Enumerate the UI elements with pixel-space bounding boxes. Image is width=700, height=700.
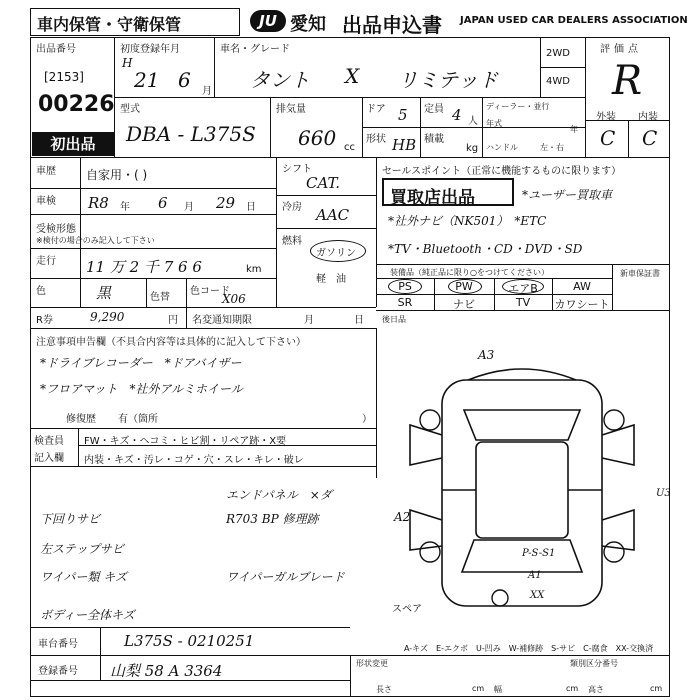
sales-line-3: *TV・Bluetooth・CD・DVD・SD [388,242,583,256]
airbag-circle [502,279,544,294]
mileage-unit: km [246,264,262,275]
form-change-label: 形状変更 [356,659,388,668]
tax-label: 名変通知期限 [192,315,252,326]
rating-label: 評価点 [600,44,642,55]
association-name: JAPAN USED CAR DEALERS ASSOCIATION [460,15,688,26]
notes-label: 注意事項申告欄（不具合内容等は具体的に記入して下さい） [36,337,306,348]
diagram-hood [468,369,576,380]
inspector-row-2: 内装・キズ・汚レ・コゲ・穴・スレ・キレ・破レ [84,455,304,466]
height-label: 高さ [588,685,604,694]
model-year-label: 年式 [486,119,502,128]
exterior-label: 外装 [596,112,616,123]
sales-line-2: *社外ナビ（NK501） *ETC [388,214,547,228]
diagram-u3: U3 [656,488,671,499]
shape-value: HB [392,136,417,154]
inspection-day-unit: 日 [246,202,256,213]
sales-line-1: *ユーザー買取車 [522,188,613,202]
length-unit: cm [472,684,485,693]
equip-airbag: エアB [508,282,538,295]
receipt-label: 受検形態 [36,224,76,235]
model-grade: X [345,64,360,88]
diagram-legend: A-キズ E-エクボ U-凹み W-補修跡 S-サビ C-腐食 XX-交換済 [404,644,654,653]
recycle-label: R券 [36,315,53,326]
displacement-label: 排気量 [276,104,306,115]
remark-4a: ワイパー類 キズ [40,570,127,584]
color-code-value: X06 [222,292,246,306]
later-label: 後日品 [382,315,406,324]
length-label: 長さ [376,685,392,694]
drive-4wd: 4WD [546,76,570,87]
model-edition: リミテッド [398,68,498,92]
storage-text: 車内保管・守衛保管 [37,15,182,34]
form-title: 出品申込書 [342,13,442,37]
equip-ps: PS [398,280,412,293]
recycle-unit: 円 [168,315,178,326]
registration-month-unit: 月 [202,86,212,97]
inspector-label-2: 記入欄 [34,453,64,464]
repair-label: 修復歴 [66,414,96,425]
tax-day: 日 [354,315,364,326]
receipt-note: ※検付の場合のみ記入して下さい [36,236,155,245]
equip-pw: PW [455,280,473,293]
fuel-gasoline: ガソリン [316,248,356,259]
type-change-label: 類別区分番号 [570,659,618,668]
car-damage-diagram [380,340,665,630]
remark-4b: ワイパーガルブレード [226,570,345,584]
remark-2a: 下回りサビ [40,512,101,526]
plate-label: 登録番号 [38,666,78,677]
diagram-xx: XX [530,590,545,601]
inspection-era: R8 [88,194,109,212]
rating-value: R [612,58,643,104]
equipment-label: 装備品（純正品に限り○をつけてください） [390,268,549,277]
width-unit: cm [566,684,579,693]
interior-value: C [642,126,658,150]
model-label: 車名・グレード [220,44,290,55]
capacity-value: 4 [452,106,462,124]
inspection-day: 29 [216,194,236,212]
pw-circle [448,279,482,294]
ju-logo-text: JU [259,12,277,30]
usage-value: 自家用・( ) [86,168,148,182]
dealer-label: ディーラー・並行 [486,102,550,111]
remark-3: 左ステップサビ [40,542,124,556]
ps-circle [388,279,422,294]
equip-sr: SR [397,296,413,309]
lot-bracket: [2153] [44,70,84,84]
color-change-label: 色替 [150,292,170,303]
remark-1: エンドパネル ×ダ [226,488,332,502]
lot-number: 00226 [38,92,115,117]
remark-2b: R703 BP 修理跡 [226,512,319,526]
new-car-warranty: 新車保証書 [620,269,660,278]
handle-value: 左・右 [540,143,564,152]
fuel-diesel: 軽 油 [316,274,346,285]
inspector-label: 検査員 [34,436,64,447]
inspection-year-unit: 年 [120,202,130,213]
ju-logo [250,10,286,32]
notes-line-1: *ドライブレコーダー *ドアバイザー [40,356,242,370]
height-unit: cm [650,684,663,693]
registration-month: 6 [178,68,191,92]
registration-era: H [122,56,133,70]
fuel-label: 燃料 [282,236,302,247]
registration-label: 初度登録年月 [120,44,180,55]
equip-seat: カワシート [554,298,610,311]
org-name: 愛知 [290,14,326,35]
ac-label: 冷房 [282,202,302,213]
remark-5: ボディー全体キズ [40,608,135,622]
displacement-value: 660 [298,126,337,150]
capacity-unit: 人 [468,116,478,127]
sales-points-label: セールスポイント（正常に機能するものに限ります） [382,166,622,177]
interior-label: 内装 [638,112,658,123]
handle-label: ハンドル [486,143,518,152]
doors-label: ドア [366,104,386,115]
diagram-spare: スペア [392,604,422,615]
diagram-a2: A2 [394,510,411,524]
chassis-label: 車台番号 [38,639,78,650]
doors-value: 5 [398,106,408,124]
model-name: タント [250,68,310,92]
ac-value: AAC [316,206,350,224]
equip-navi: ナビ [453,298,475,311]
displacement-unit: cc [344,142,355,153]
model-year-unit: 年 [570,125,578,134]
inspection-month-unit: 月 [184,202,194,213]
equip-aw: AW [573,280,591,293]
notes-line-2: *フロアマット *社外アルミホイール [40,382,243,396]
inspection-label: 車検 [36,196,56,207]
shop-stamp-text: 買取店出品 [390,188,475,208]
inspection-month: 6 [158,194,168,212]
plate-value: 山梨 58 A 3364 [110,662,223,680]
repair-value: 有（箇所 [118,414,158,425]
mileage-value: 11 万 2 千 7 6 6 [86,258,202,276]
diagram-a3: A3 [478,348,495,362]
inspector-row-1: FW・キズ・ヘコミ・ヒビ割・リペア跡・X要 [84,436,287,447]
width-label: 幅 [494,685,502,694]
storage-box [30,8,240,36]
shift-value: CAT. [306,174,341,192]
load-unit: kg [466,143,479,154]
equip-tv: TV [515,296,531,309]
shop-stamp [382,178,514,206]
color-code-label: 色コード [190,286,230,297]
lot-label: 出品番号 [36,44,76,55]
color-value: 黒 [96,284,112,302]
mileage-label: 走行 [36,256,56,267]
color-label: 色 [36,286,46,297]
first-listing-text: 初出品 [50,135,96,153]
registration-year: 21 [134,68,160,92]
type-label: 型式 [120,104,140,115]
diagram-a1: A1 [528,570,542,581]
diagram-ps: P-S-S1 [522,548,556,559]
recycle-value: 9,290 [90,310,125,324]
usage-label: 車歴 [36,166,56,177]
capacity-label: 定員 [424,104,444,115]
exterior-value: C [600,126,616,150]
diagram-roof [476,442,568,538]
load-label: 積載 [424,134,444,145]
repair-close: ） [362,414,372,425]
first-listing-badge [32,132,114,156]
shift-label: シフト [282,164,312,175]
diagram-windshield [464,410,580,440]
drive-2wd: 2WD [546,48,570,59]
tax-month: 月 [304,315,314,326]
shape-label: 形状 [366,134,386,145]
type-value: DBA - L375S [126,122,256,146]
chassis-value: L375S - 0210251 [124,632,255,650]
